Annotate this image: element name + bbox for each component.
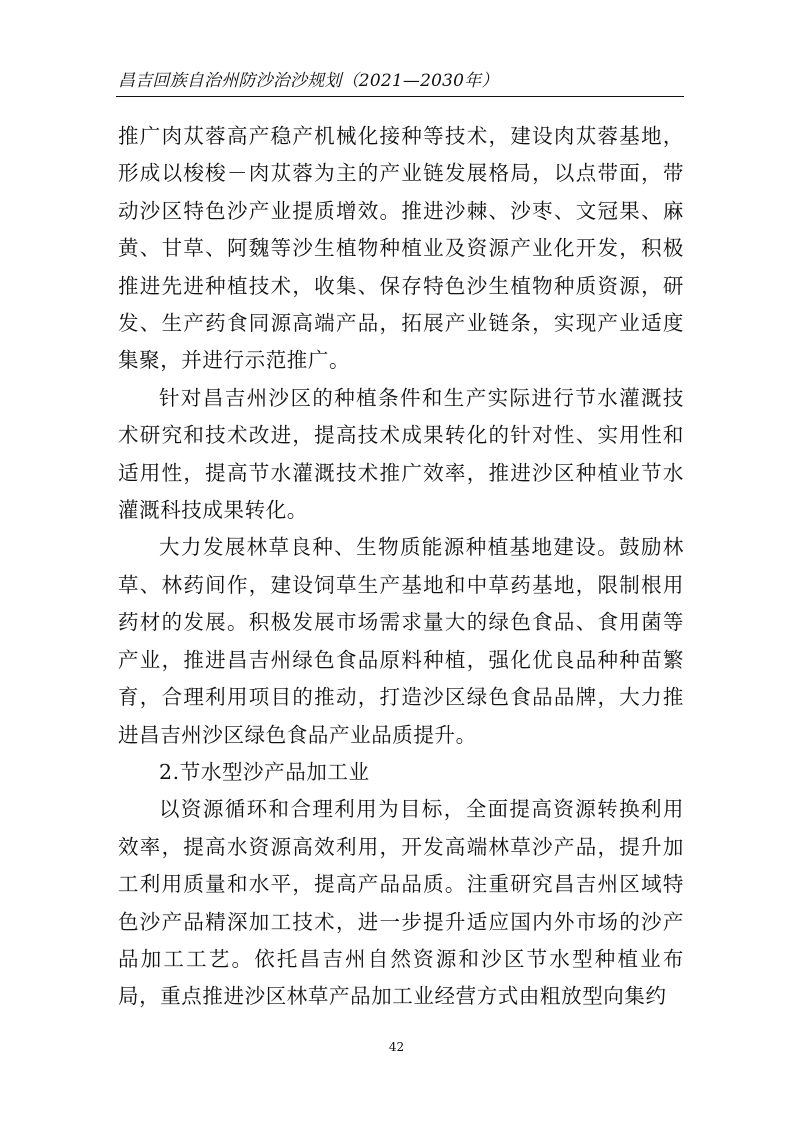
- paragraph-processing: 以资源循环和合理利用为目标，全面提高资源转换利用效率，提高水资源高效利用，开发高端林草沙产品，提升加工利用质量和水平，提高产品品质。注重研究昌吉州区域特色沙产品精深加工技术，进一步提升适应国内外市场的沙产品加工工艺。依托昌吉州自然资源和沙区节水型种植业布局，重点推进沙区林草产品加工业经营方式由粗放型向集约: [118, 797, 684, 1009]
- body-text: [118, 118, 684, 1016]
- page-number: 42: [388, 1040, 405, 1054]
- paragraph-irrigation: 针对昌吉州沙区的种植条件和生产实际进行节水灌溉技术研究和技术改进，提高技术成果转化的针对性、实用性和适用性，提高节水灌溉技术推广效率，推进沙区种植业节水灌溉科技成果转化。: [118, 385, 684, 523]
- paragraph-seed-bases: 大力发展林草良种、生物质能源种植基地建设。鼓励林草、林药间作，建设饲草生产基地和中草药基地，限制根用药材的发展。积极发展市场需求量大的绿色食品、食用菌等产业，推进昌吉州绿色食品原料种植，强化优良品种种苗繁育，合理利用项目的推动，打造沙区绿色食品品牌，大力推进昌吉州沙区绿色食品产业品质提升。: [118, 535, 684, 747]
- running-header: 昌吉回族自治州防沙治沙规划（2021—2030年）: [118, 71, 499, 91]
- header-rule: [116, 96, 684, 97]
- section-heading: 2.节水型沙产品加工业: [159, 759, 370, 784]
- paragraph-continuation: 推广肉苁蓉高产稳产机械化接种等技术，建设肉苁蓉基地，形成以梭梭－肉苁蓉为主的产业链发展格局，以点带面，带动沙区特色沙产业提质增效。推进沙棘、沙枣、文冠果、麻黄、甘草、阿魏等沙生植物种植业及资源产业化开发，积极推进先进种植技术，收集、保存特色沙生植物种质资源，研发、生产药食同源高端产品，拓展产业链条，实现产业适度集聚，并进行示范推广。: [118, 124, 684, 373]
